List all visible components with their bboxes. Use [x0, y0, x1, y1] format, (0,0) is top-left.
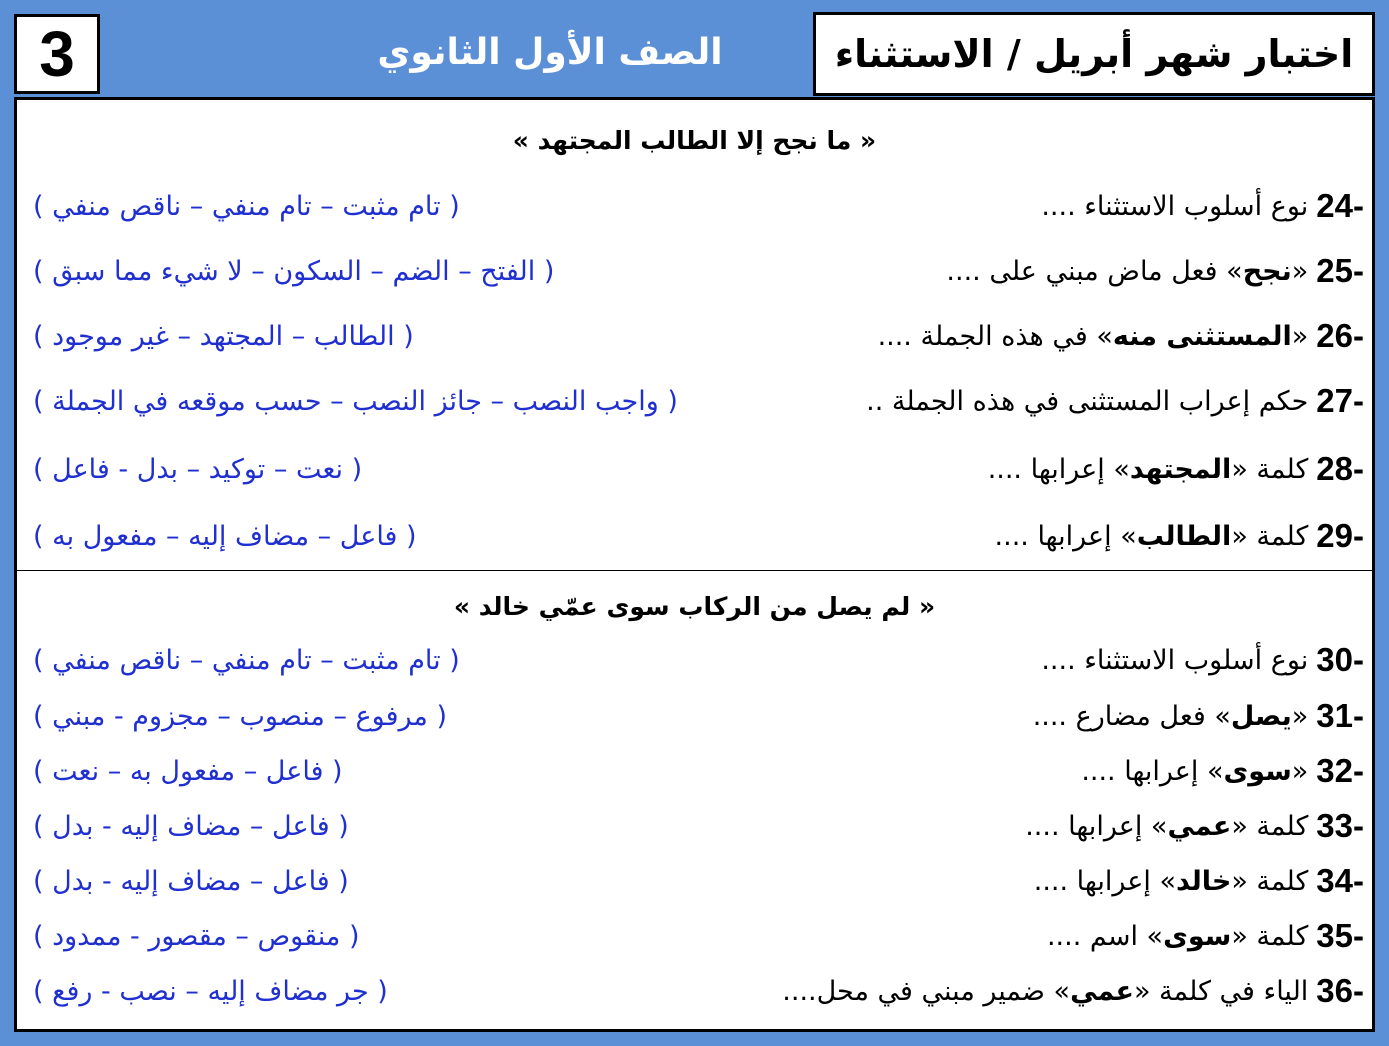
question-number: 28- [1316, 450, 1364, 487]
question-prefix: كلمة « [1231, 865, 1309, 897]
question-text [1041, 632, 1364, 688]
grade-label: الصف الأول الثانوي [377, 31, 723, 73]
section-heading: « لم يصل من الركاب سوى عمّي خالد » [453, 591, 936, 621]
question-suffix: » إعرابها .... [1033, 865, 1176, 897]
question-choices: ( فاعل – مضاف إليه - بدل ) [33, 810, 349, 842]
page-number-box [14, 14, 100, 94]
question-suffix: » إعرابها .... [994, 520, 1137, 552]
question-keyword: المستثنى منه [1112, 320, 1292, 352]
question-keyword: سوى [1223, 755, 1292, 787]
question-suffix: » ضمير مبني في محل.... [782, 975, 1071, 1007]
question-row [27, 743, 1364, 799]
question-text [1041, 178, 1364, 234]
question-number: 35- [1316, 917, 1364, 954]
question-sheet [14, 97, 1375, 1032]
question-number: 25- [1316, 252, 1364, 289]
section-heading: « ما نجح إلا الطالب المجتهد » [512, 125, 877, 155]
exam-title-box [813, 12, 1375, 96]
question-prefix: « [1291, 700, 1309, 732]
question-number: 27- [1316, 382, 1364, 419]
question-text [1034, 853, 1364, 909]
question-row [27, 853, 1364, 909]
question-prefix: كلمة « [1231, 810, 1309, 842]
question-choices: ( تام مثبت – تام منفي – ناقص منفي ) [33, 190, 460, 222]
question-keyword: الطالب [1136, 520, 1232, 552]
question-row [27, 688, 1364, 744]
question-text [1033, 688, 1364, 744]
question-text [1047, 908, 1364, 964]
question-choices: ( فاعل – مضاف إليه – مفعول به ) [33, 520, 417, 552]
question-number: 33- [1316, 807, 1364, 844]
question-keyword: سوى [1163, 920, 1232, 952]
question-choices: ( تام مثبت – تام منفي – ناقص منفي ) [33, 644, 460, 676]
question-choices: ( الطالب – المجتهد – غير موجود ) [33, 320, 414, 352]
exam-title: اختبار شهر أبريل / الاستثناء [834, 32, 1354, 76]
question-number: 24- [1316, 187, 1364, 224]
question-text [1081, 743, 1364, 799]
question-keyword: عمي [1167, 810, 1232, 842]
question-number: 31- [1316, 697, 1364, 734]
question-keyword: المجتهد [1129, 453, 1232, 485]
question-choices: ( فاعل – مفعول به – نعت ) [33, 755, 343, 787]
question-choices: ( واجب النصب – جائز النصب – حسب موقعه في الجملة ) [33, 385, 678, 417]
question-choices: ( نعت – توكيد – بدل - فاعل ) [33, 453, 363, 485]
question-choices: ( مرفوع – منصوب – مجزوم - مبني ) [33, 700, 447, 732]
question-text [988, 441, 1364, 497]
question-number: 32- [1316, 752, 1364, 789]
question-suffix: » إعرابها .... [987, 453, 1130, 485]
question-text [946, 243, 1364, 299]
question-prefix: كلمة « [1231, 520, 1309, 552]
question-suffix: » فعل ماض مبني على .... [946, 255, 1243, 287]
question-prefix: نوع أسلوب الاستثناء .... [1041, 190, 1309, 222]
question-keyword: نجح [1242, 255, 1292, 287]
question-row [27, 373, 1364, 429]
question-suffix: » إعرابها .... [1025, 810, 1168, 842]
question-row [27, 308, 1364, 364]
question-prefix: الياء في كلمة « [1133, 975, 1309, 1007]
question-suffix: » إعرابها .... [1081, 755, 1224, 787]
question-keyword: خالد [1175, 865, 1232, 897]
question-row [27, 178, 1364, 234]
question-text [878, 308, 1364, 364]
question-number: 30- [1316, 641, 1364, 678]
page-number: 3 [39, 18, 75, 90]
question-row [27, 508, 1364, 564]
question-row [27, 963, 1364, 1019]
question-choices: ( جر مضاف إليه – نصب - رفع ) [33, 975, 388, 1007]
question-prefix: « [1291, 255, 1309, 287]
question-number: 29- [1316, 517, 1364, 554]
question-keyword: عمي [1070, 975, 1134, 1007]
question-number: 36- [1316, 972, 1364, 1009]
question-text [866, 373, 1364, 429]
question-choices: ( الفتح – الضم – السكون – لا شيء مما سبق ) [33, 255, 555, 287]
question-row [27, 441, 1364, 497]
question-prefix: « [1291, 755, 1309, 787]
question-number: 26- [1316, 317, 1364, 354]
question-prefix: كلمة « [1231, 920, 1309, 952]
question-prefix: كلمة « [1231, 453, 1309, 485]
question-keyword: يصل [1230, 700, 1292, 732]
question-prefix: نوع أسلوب الاستثناء .... [1041, 644, 1309, 676]
question-number: 34- [1316, 862, 1364, 899]
question-prefix: « [1291, 320, 1309, 352]
question-suffix: » فعل مضارع .... [1032, 700, 1231, 732]
question-row [27, 798, 1364, 854]
question-row [27, 908, 1364, 964]
question-row [27, 632, 1364, 688]
question-text [995, 508, 1364, 564]
question-text [1025, 798, 1364, 854]
question-choices: ( فاعل – مضاف إليه - بدل ) [33, 865, 349, 897]
question-suffix: » اسم .... [1046, 920, 1164, 952]
question-prefix: حكم إعراب المستثنى في هذه الجملة .. [866, 385, 1309, 417]
section-divider [17, 570, 1372, 571]
question-text [782, 963, 1364, 1019]
question-row [27, 243, 1364, 299]
question-suffix: » في هذه الجملة .... [877, 320, 1113, 352]
question-choices: ( منقوص – مقصور - ممدود ) [33, 920, 360, 952]
